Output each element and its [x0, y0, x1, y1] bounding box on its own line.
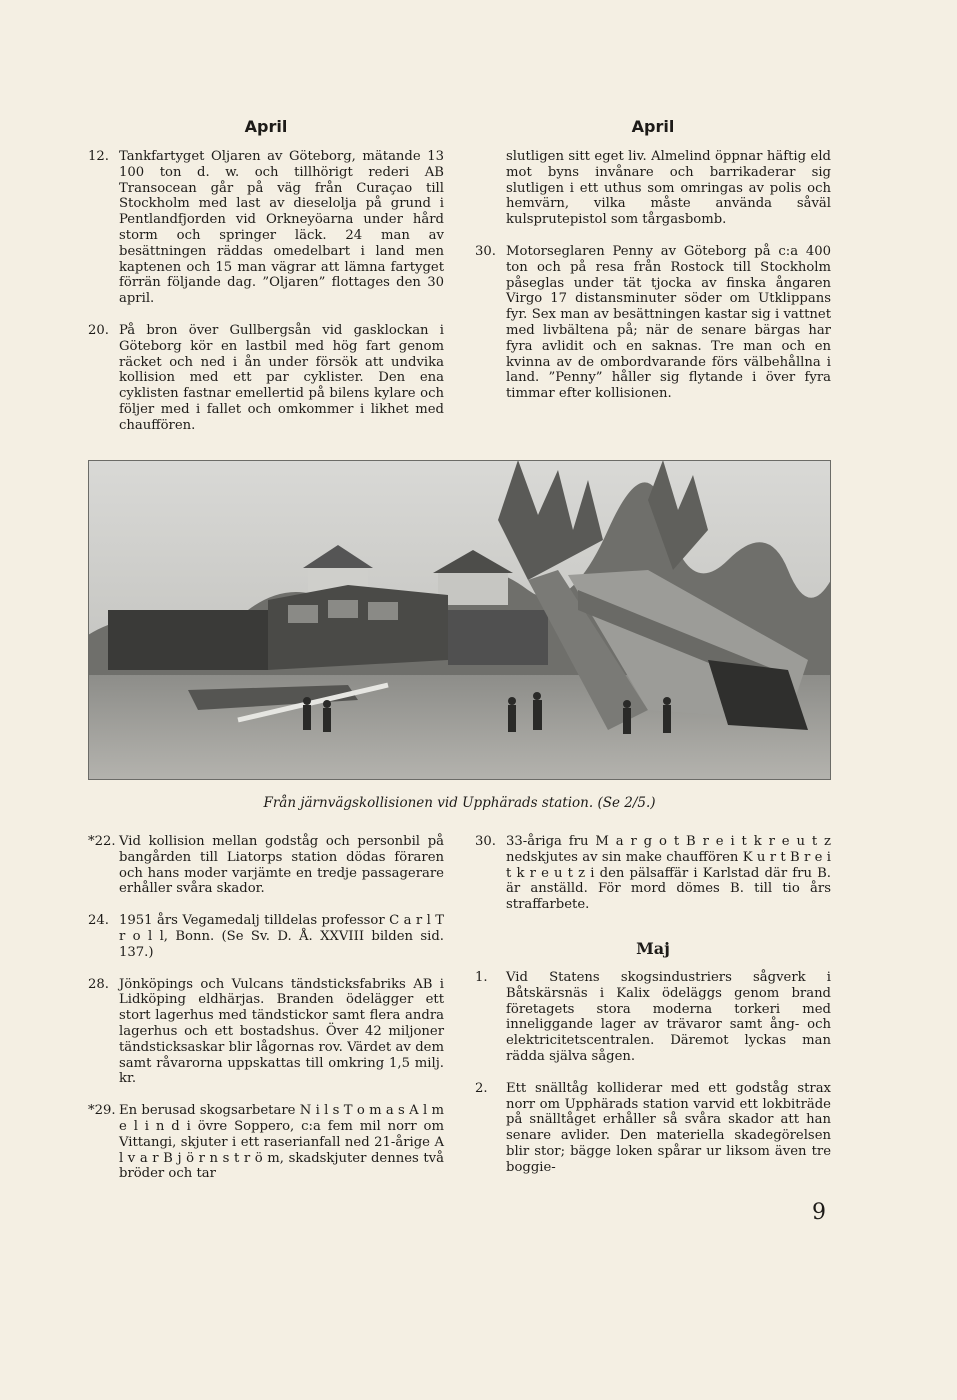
entry-number: 12.: [88, 149, 109, 164]
entry-number: 1.: [475, 969, 488, 985]
entry-number: 30.: [475, 834, 496, 849]
entry-text: 33-åriga fru M a r g o t B r e i t k r e u t z nedskjutes av sin make chauffören K u r t B r e i t k r e u t z i den pälsaffär i Karlstad där fru B. är anställd. För mord dömes B. till tio års straffarbete.: [506, 834, 831, 913]
heading-april-left: April: [244, 117, 288, 136]
entry-number: 24.: [88, 913, 109, 929]
photo-caption: Från järnvägskollisionen vid Upphärads station. (Se 2/5.): [263, 795, 656, 811]
entry-number: 2.: [475, 1080, 488, 1096]
entry-text: Vid kollision mellan godståg och personbil på bangården till Liatorps station dödas föraren och hans moder varjämte en tredje passagerare erhåller svåra skador.: [119, 834, 444, 897]
heading-maj: Maj: [636, 938, 670, 958]
entry-text: Ett snälltåg kolliderar med ett godståg strax norr om Upphärads station varvid ett lokbiträde på snälltåget erhåller så svåra skador att han senare avlider. Den materiella skadegörelsen blir stor; bägge loken spårar ur liksom även tre boggie-: [506, 1080, 831, 1175]
upper-right-column: [475, 149, 831, 418]
upper-left-column: [88, 149, 444, 450]
entry-number: 28.: [88, 976, 109, 992]
entry-april-30-breitkreutz: [475, 834, 831, 913]
entry-april-20: [88, 323, 444, 434]
entry-text: Tankfartyget Oljaren av Göteborg, mätande 13 100 ton d. w. och tillhörigt rederi AB Transocean går på väg från Curaçao till Stockholm med last av dieselolja på grund i Pentlandfjorden vid Orkneyöarna under hård storm och springer läck. 24 man av besättningen räddas omedelbart i land men kaptenen och 15 man vägrar att lämna fartyget förrän följande dag. ”Oljaren” flottages den 30 april.: [119, 149, 444, 307]
entry-number: 20.: [88, 322, 109, 338]
entry-text: 1951 års Vegamedalj tilldelas professor C a r l T r o l l, Bonn. (Se Sv. D. Å. XXVIII bilden sid. 137.): [119, 913, 444, 960]
entry-text: Motorseglaren Penny av Göteborg på c:a 400 ton och på resa från Rostock till Stockholm påseglas under tät tjocka av finska ångaren Virgo 17 distansminuter söder om Utklippans fyr. Sex man av besättningen kastar sig i vattnet med livbältena på; när de senare bärgas har fyra avlidit och en saknas. Tre man och en kvinna av de ombordvarande förs välbehållna i land. ”Penny” håller sig flytande i över fyra timmar efter kollisionen.: [506, 243, 831, 402]
entry-text: En berusad skogsarbetare N i l s T o m a s A l m e l i n d i övre Soppero, c:a fem mil norr om Vittangi, skjuter i ett raserianfall ned 21-årige A l v a r B j ö r n s t r ö m, skadskjuter dennes två bröder och tar: [119, 1103, 444, 1182]
entry-text: På bron över Gullbergsån vid gasklockan i Göteborg kör en lastbil med hög fart genom räcket och ned i ån under försök att undvika kollision med ett par cyklister. Den ena cyklisten fastnar emellertid på bilens kylare och följer med i fallet och omkommer i likhet med chauffören.: [119, 322, 444, 433]
entry-maj-1: [475, 970, 831, 1065]
entry-april-28: [88, 977, 444, 1088]
page-number: 9: [812, 1200, 826, 1225]
entry-continuation: [475, 149, 831, 228]
entry-april-24: [88, 913, 444, 960]
entry-number: *22.: [88, 834, 116, 849]
entry-text: Jönköpings och Vulcans tändsticksfabriks AB i Lidköping eldhärjas. Branden ödelägger ett stort lagerhus med tändstickor samt flera andra lagerhus och ett bostadshus. Över 42 miljoner tändsticksaskar blir lågornas rov. Värdet av dem samt råvarorna uppskattas till omkring 1,5 milj. kr.: [119, 976, 444, 1087]
entry-text: slutligen sitt eget liv. Almelind öppnar häftig eld mot byns invånare och barrikaderar sig slutligen i ett uthus som omringas av polis och hemvärn, vilka måste använda såväl kulsprutepistol som tårgasbomb.: [506, 149, 831, 228]
entry-text: Vid Statens skogsindustriers sågverk i Båtskärsnäs i Kalix ödeläggs genom brand företagets stora moderna torkeri med inneliggande lager av trävaror samt ång- och elektricitetscentralen. Däremot lyckas man rädda själva sågen.: [506, 969, 831, 1064]
entry-april-22: [88, 834, 444, 897]
entry-number: 30.: [475, 243, 496, 259]
entry-april-29: [88, 1103, 444, 1182]
lower-right-column: [475, 834, 831, 1192]
entry-number: *29.: [88, 1103, 116, 1119]
entry-april-12: [88, 149, 444, 307]
entry-maj-2: [475, 1081, 831, 1176]
heading-april-right: April: [631, 117, 675, 136]
entry-april-30-penny: [475, 244, 831, 402]
train-collision-photo: [88, 460, 831, 780]
lower-left-column: [88, 834, 444, 1198]
photo-illustration: [88, 460, 831, 780]
